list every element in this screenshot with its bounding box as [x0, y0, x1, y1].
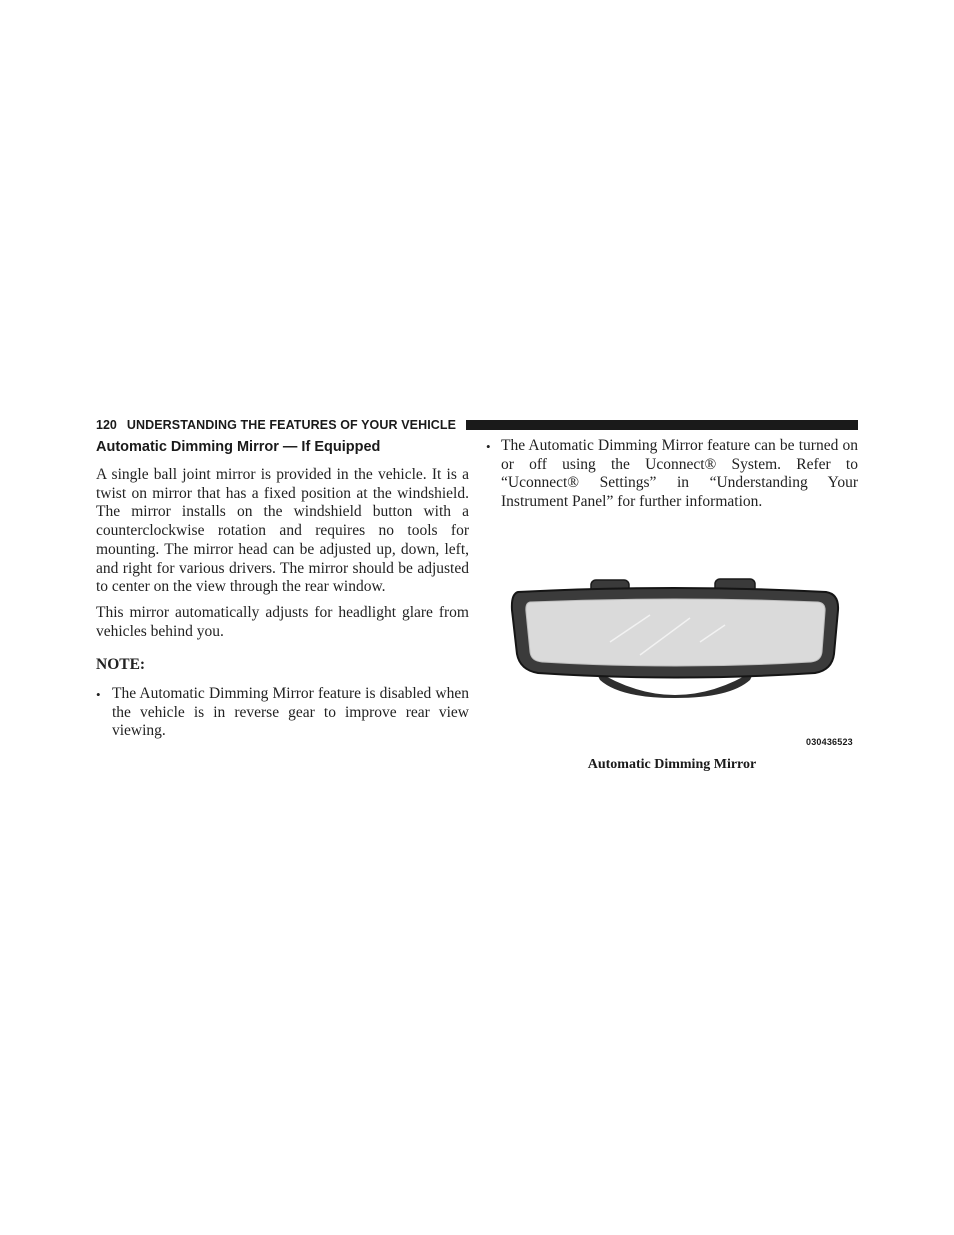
- bullet-text: The Automatic Dimming Mirror feature can be turned on or off using the Uconnect® System. Refer to “Uconnect® Settings” in “Understanding Your Instrument Panel” for further information.: [501, 437, 858, 511]
- left-column: [96, 437, 469, 741]
- list-item: [486, 437, 858, 512]
- right-column: [486, 437, 858, 512]
- mirror-illustration: [500, 570, 858, 750]
- paragraph-mirror-description: A single ball joint mirror is provided in the vehicle. It is a twist on mirror that has a fixed position at the windshield. The mirror installs on the windshield button with a counterclockwise rotation and requires no tools for mounting. The mirror head can be adjusted up, down, left, and right for various drivers. The mirror should be adjusted to center on the view through the rear window.: [96, 466, 469, 596]
- bullet-icon: •: [96, 687, 101, 703]
- page-header: [96, 417, 858, 433]
- figure-caption: Automatic Dimming Mirror: [587, 757, 757, 772]
- section-title: UNDERSTANDING THE FEATURES OF YOUR VEHICLE: [126, 418, 457, 432]
- section-heading: Automatic Dimming Mirror — If Equipped: [96, 439, 381, 455]
- mirror-glass: [526, 599, 825, 666]
- bullet-text: The Automatic Dimming Mirror feature is disabled when the vehicle is in reverse gear to improve rear view viewing.: [112, 685, 469, 740]
- page-number: 120: [96, 418, 117, 432]
- figure-code: 030436523: [806, 737, 853, 747]
- paragraph-glare: This mirror automatically adjusts for headlight glare from vehicles behind you.: [96, 603, 469, 640]
- header-rule: [466, 420, 858, 430]
- list-item: [96, 685, 469, 741]
- bullet-icon: •: [486, 439, 491, 454]
- note-label: NOTE:: [96, 656, 146, 674]
